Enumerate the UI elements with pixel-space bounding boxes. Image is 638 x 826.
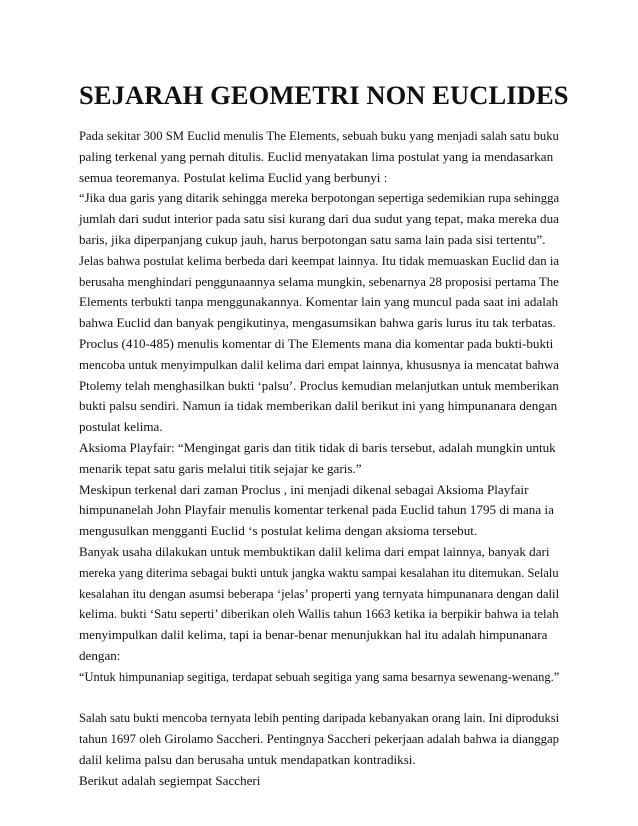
text-line: berusaha menghindari penggunaannya selama mungkin, sebenarnya 28 proposisi pertama The: [79, 273, 559, 289]
page-title: SEJARAH GEOMETRI NON EUCLIDES: [79, 80, 569, 110]
text-line: tahun 1697 oleh Girolamo Saccheri. Pentingnya Saccheri pekerjaan adalah bahwa ia dianggap: [79, 731, 560, 747]
text-line: himpunanelah John Playfair menulis komentar terkenal pada Euclid tahun 1795 di mana ia: [79, 502, 554, 518]
text-line: Ptolemy telah menghasilkan bukti ‘palsu’. Proclus kemudian melanjutkan untuk memberikan: [79, 377, 559, 393]
text-line: menarik tepat satu garis melalui titik sejajar ke garis.”: [79, 460, 362, 476]
text-line: kesalahan itu dengan asumsi beberapa ‘jelas’ properti yang ternyata himpunanara dengan dalil: [79, 585, 560, 601]
text-line: Salah satu bukti mencoba ternyata lebih penting daripada kebanyakan orang lain. Ini diproduksi: [79, 710, 560, 726]
text-line: baris, jika diperpanjang cukup jauh, harus berpotongan satu sama lain pada sisi tertentu”.: [79, 231, 546, 247]
text-line: postulat kelima.: [79, 419, 163, 435]
text-line: Pada sekitar 300 SM Euclid menulis The Elements, sebuah buku yang menjadi salah satu buku: [79, 128, 559, 143]
text-line: “Jika dua garis yang ditarik sehingga mereka berpotongan sepertiga sedemikian rupa sehingga: [79, 190, 560, 206]
text-line: menyimpulkan dalil kelima, tapi ia benar-benar menunjukkan hal itu adalah himpunanara: [79, 627, 548, 643]
text-line: Aksioma Playfair: “Mengingat garis dan titik tidak di baris tersebut, adalah mungkin untuk: [79, 439, 556, 455]
text-line: kelima. bukti ‘Satu seperti’ diberikan oleh Wallis tahun 1663 ketika ia berpikir bahwa ia telah: [79, 606, 559, 622]
text-line: semua teoremanya. Postulat kelima Euclid yang berbunyi :: [79, 169, 388, 185]
text-line: dalil kelima palsu dan berusaha untuk mendapatkan kontradiksi.: [79, 751, 416, 767]
text-line: Elements terbukti tanpa menggunakannya. Komentar lain yang muncul pada saat ini adalah: [79, 294, 559, 310]
text-line: Proclus (410-485) menulis komentar di The Elements mana dia komentar pada bukti-bukti: [79, 335, 554, 351]
text-line: mereka yang diterima sebagai bukti untuk jangka waktu sampai kesalahan itu ditemukan. Selalu: [79, 564, 559, 580]
text-line: mengusulkan mengganti Euclid ‘s postulat kelima dengan aksioma tersebut.: [79, 523, 478, 539]
text-line: Berikut adalah segiempat Saccheri: [79, 772, 261, 788]
text-line: dengan:: [79, 647, 121, 663]
text-line: bukti palsu sendiri. Namun ia tidak memberikan dalil berikut ini yang himpunanara dengan: [79, 398, 558, 414]
text-line: bahwa Euclid dan banyak pengikutinya, mengasumsikan bahwa garis lurus itu tak terbatas.: [79, 315, 556, 331]
text-line: Meskipun terkenal dari zaman Proclus , ini menjadi dikenal sebagai Aksioma Playfair: [79, 481, 529, 497]
document-body: [79, 126, 559, 792]
text-line: Jelas bahwa postulat kelima berbeda dari keempat lainnya. Itu tidak memuaskan Euclid dan ia: [79, 252, 560, 268]
paragraph-gap: [79, 688, 559, 709]
text-line: “Untuk himpunaniap segitiga, terdapat sebuah segitiga yang sama besarnya sewenang-wenang.”: [79, 668, 560, 684]
text-line: Banyak usaha dilakukan untuk membuktikan dalil kelima dari empat lainnya, banyak dari: [79, 543, 550, 559]
text-line: paling terkenal yang pernah ditulis. Euclid menyatakan lima postulat yang ia mendasarkan: [79, 148, 554, 164]
text-line: mencoba untuk menyimpulkan dalil kelima dari empat lainnya, khususnya ia mencatat bahwa: [79, 356, 559, 372]
text-line: jumlah dari sudut interior pada satu sisi kurang dari dua sudut yang tepat, maka mereka dua: [79, 211, 559, 227]
